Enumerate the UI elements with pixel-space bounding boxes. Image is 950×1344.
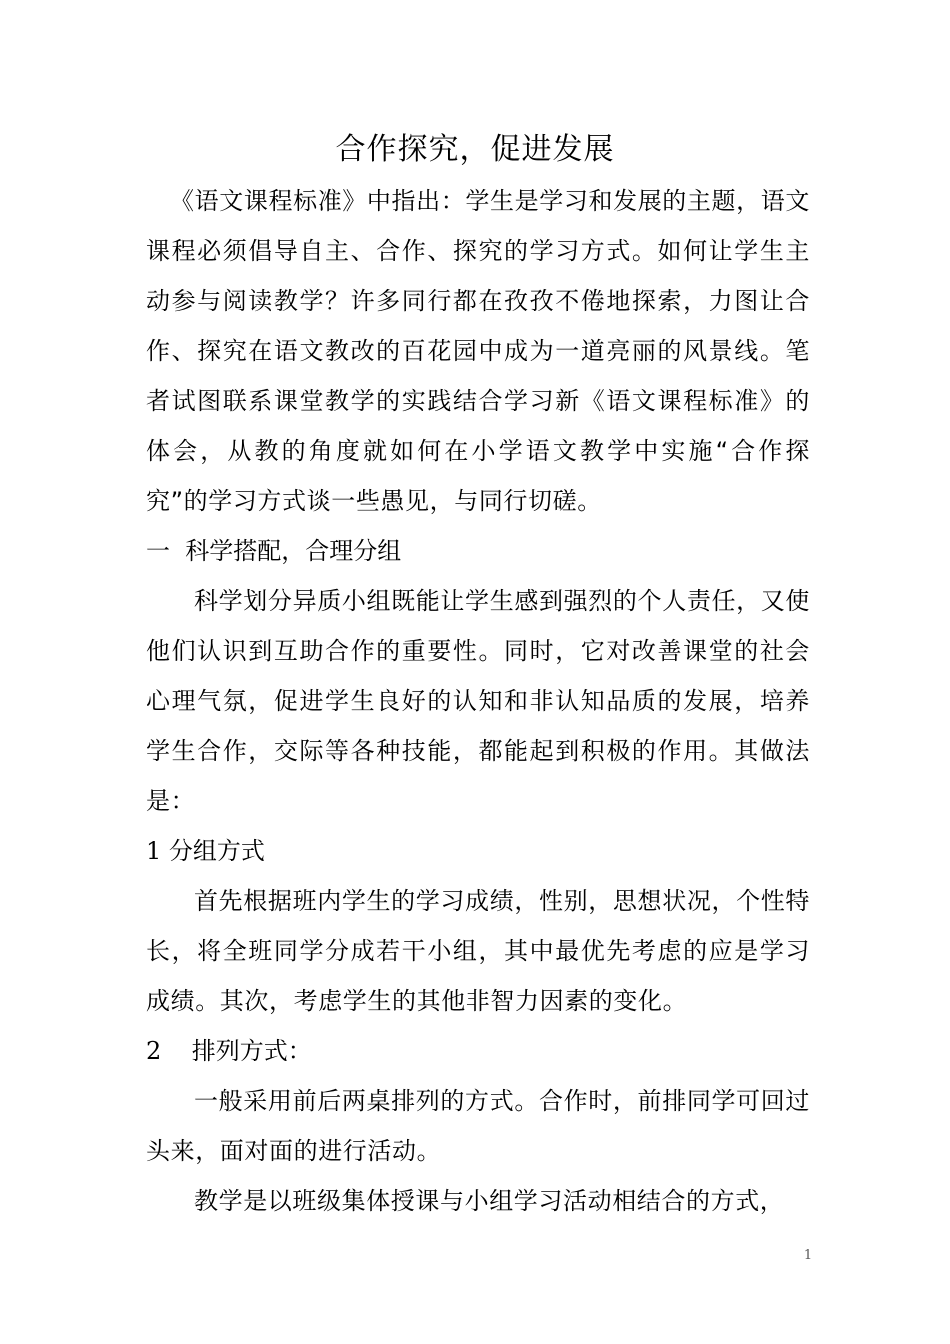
document-title: 合作探究，促进发展 [335, 132, 615, 167]
section-heading-1: 一 科学搭配，合理分组 [146, 537, 402, 565]
subheading-1 [146, 826, 810, 876]
subheading-2-number: 2 [146, 1037, 162, 1065]
page-number: 1 [803, 1248, 813, 1263]
section-1-paragraph: 科学划分异质小组既能让学生感到强烈的个人责任，又使他们认识到互助合作的重要性。同时，它对改善课堂的社会心理气氛，促进学生良好的认知和非认知品质的发展，培养学生合作，交际等各种技能，都能起到积极的作用。其做法是： [146, 587, 810, 815]
document-body [146, 176, 810, 1226]
intro-paragraph: 《语文课程标准》中指出：学生是学习和发展的主题，语文课程必须倡导自主、合作、探究的学习方式。如何让学生主动参与阅读教学？许多同行都在孜孜不倦地探索，力图让合作、探究在语文教改的百花园中成为一道亮丽的风景线。笔者试图联系课堂教学的实践结合学习新《语文课程标准》的体会，从教的角度就如何在小学语文教学中实施“合作探究”的学习方式谈一些愚见，与同行切磋。 [146, 187, 810, 515]
closing-paragraph: 教学是以班级集体授课与小组学习活动相结合的方式， [194, 1187, 785, 1215]
subheading-2 [146, 1026, 810, 1076]
subheading-1-number: 1 [146, 837, 162, 865]
subheading-2-text: 排列方式： [191, 1037, 312, 1065]
subheading-1-text: 分组方式 [168, 837, 265, 865]
subsection-1-paragraph: 首先根据班内学生的学习成绩，性别，思想状况，个性特长，将全班同学分成若干小组，其中最优先考虑的应是学习成绩。其次，考虑学生的其他非智力因素的变化。 [146, 887, 810, 1015]
subsection-2-paragraph: 一般采用前后两桌排列的方式。合作时，前排同学可回过头来，面对面的进行活动。 [146, 1087, 810, 1165]
